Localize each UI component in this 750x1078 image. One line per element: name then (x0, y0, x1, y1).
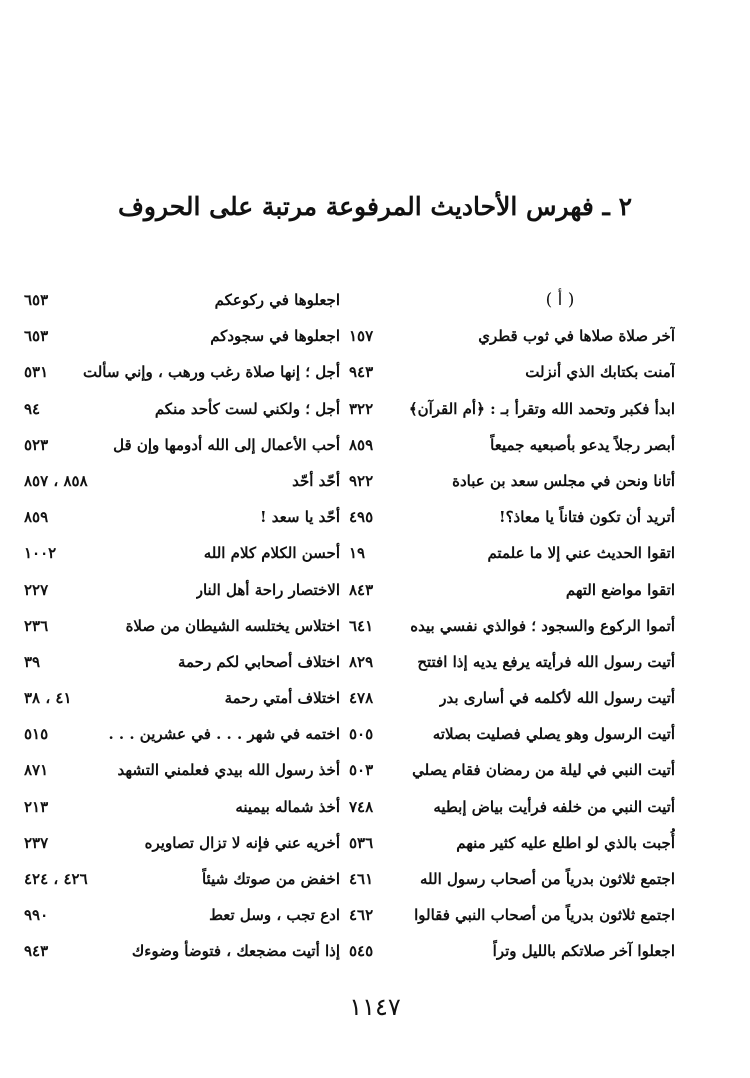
index-column-left (22, 282, 340, 970)
index-entry (347, 318, 675, 354)
hadith-text: اجتمع ثلاثون بدرياً من أصحاب النبي فقالوا (414, 906, 675, 925)
hadith-text: آمنت بكتابك الذي أنزلت (525, 363, 675, 382)
hadith-text: أبصر رجلاً يدعو بأصبعيه جميعاً (490, 435, 675, 454)
hadith-text: أتموا الركوع والسجود ؛ فوالذي نفسي بيده (410, 616, 675, 635)
page-reference: ٢٣٦ (24, 616, 49, 635)
hadith-text: اجعلوا آخر صلاتكم بالليل وتراً (492, 942, 675, 961)
page-reference: ٨٢٩ (349, 652, 374, 671)
index-entry (22, 535, 340, 571)
hadith-text: اتقوا مواضع التهم (565, 580, 675, 599)
hadith-text: أتيت رسول الله لأكلمه في أسارى بدر (439, 689, 675, 708)
index-entry (22, 463, 340, 499)
index-entry (347, 789, 675, 825)
index-entry (347, 716, 675, 752)
hadith-text: أُجبت بالذي لو اطلع عليه كثير منهم (456, 833, 675, 852)
page-number: ١١٤٧ (349, 993, 401, 1021)
hadith-text: أتيت رسول الله فرأيته يرفع يديه إذا افتتح (417, 652, 675, 671)
page-reference: ٢٣٧ (24, 833, 49, 852)
index-entry (347, 752, 675, 788)
page-reference: ٥٣٦ (349, 833, 374, 852)
index-entry (347, 825, 675, 861)
index-entry (347, 354, 675, 390)
hadith-text: أجل ؛ ولكني لست كأحد منكم (154, 399, 340, 418)
hadith-text: اختلاف أصحابي لكم رحمة (177, 652, 340, 671)
page-title: ٢ ـ فهرس الأحاديث المرفوعة مرتبة على الحروف (118, 192, 632, 221)
section-heading: ( أ ) (545, 290, 575, 310)
index-entry (347, 427, 675, 463)
section-heading-row (347, 282, 675, 318)
index-entry (22, 789, 340, 825)
index-entry (22, 282, 340, 318)
page-reference: ٥٠٥ (349, 725, 374, 744)
page-reference: ٨٤٣ (349, 580, 374, 599)
page-reference: ٨٧١ (24, 761, 49, 780)
hadith-text: أحّد أحّد (292, 471, 340, 490)
page-reference: ٣٢٢ (349, 399, 374, 418)
hadith-text: أتيت النبي في ليلة من رمضان فقام يصلي (412, 761, 675, 780)
page-reference: ٥٢٣ (24, 435, 49, 454)
index-entry (22, 933, 340, 969)
hadith-text: أحب الأعمال إلى الله أدومها وإن قل (113, 435, 340, 454)
hadith-text: أتيت الرسول وهو يصلي فصليت بصلاته (432, 725, 675, 744)
index-entry (22, 499, 340, 535)
hadith-text: اخفض من صوتك شيئاً (201, 870, 340, 888)
index-entry (347, 897, 675, 933)
page-reference: ٩٤ (24, 399, 41, 418)
hadith-text: اجعلوها في ركوعكم (214, 291, 340, 309)
hadith-text: أخريه عني فإنه لا تزال تصاويره (144, 833, 340, 852)
index-entry (22, 680, 340, 716)
index-entry (347, 861, 675, 897)
page-reference: ١٥٧ (349, 327, 374, 346)
page-reference: ٨٥٩ (349, 435, 374, 454)
index-entry (22, 752, 340, 788)
hadith-text: ابدأ فكبر وتحمد الله وتقرأ بـ : ﴿أم القرآن﴾ (408, 399, 675, 418)
page-reference: ٤١ ، ٣٨ (24, 689, 72, 708)
index-entry (22, 897, 340, 933)
page-reference: ٥٤٥ (349, 942, 374, 961)
page-reference: ٧٤٨ (349, 797, 374, 816)
hadith-text: ادع تجب ، وسل تعط (209, 906, 340, 925)
page-reference: ٤٦٢ (349, 906, 374, 925)
index-entry (347, 572, 675, 608)
index-entry (22, 608, 340, 644)
page-reference: ٣٩ (24, 652, 41, 671)
page-reference: ١٩ (349, 544, 366, 563)
hadith-text: اختلاس يختلسه الشيطان من صلاة (125, 616, 340, 635)
index-entry (347, 644, 675, 680)
index-entry (22, 318, 340, 354)
hadith-text: أتانا ونحن في مجلس سعد بن عبادة (452, 471, 675, 490)
page-reference: ٥٣١ (24, 363, 49, 382)
index-entry (347, 535, 675, 571)
hadith-text: اختمه في شهر . . . في عشرين . . . (108, 725, 340, 744)
page-reference: ٢٢٧ (24, 580, 49, 599)
page-reference: ٨٥٩ (24, 508, 49, 527)
index-entry (22, 427, 340, 463)
page-reference: ٤٦١ (349, 870, 374, 888)
hadith-text: الاختصار راحة أهل النار (195, 580, 340, 599)
hadith-text: أحسن الكلام كلام الله (203, 544, 340, 563)
index-entry (22, 391, 340, 427)
page-reference: ٦٤١ (349, 616, 374, 635)
hadith-text: اختلاف أمتي رحمة (224, 689, 340, 708)
page-reference: ٩٤٣ (349, 363, 374, 382)
index-entry (22, 572, 340, 608)
page-reference: ١٠٠٢ (24, 544, 57, 563)
page-reference: ٩٤٣ (24, 942, 49, 961)
hadith-text: اجعلوها في سجودكم (210, 327, 340, 346)
hadith-text: اجتمع ثلاثون بدرياً من أصحاب رسول الله (420, 870, 675, 888)
index-entry (347, 933, 675, 969)
index-entry (347, 499, 675, 535)
index-entry (347, 391, 675, 427)
index-entry (347, 680, 675, 716)
page-reference: ٥٠٣ (349, 761, 374, 780)
index-entry (347, 463, 675, 499)
hadith-text: اتقوا الحديث عني إلا ما علمتم (487, 544, 675, 563)
hadith-text: إذا أتيت مضجعك ، فتوضأ وضوءك (131, 942, 340, 961)
hadith-text: أخذ رسول الله بيدي فعلمني التشهد (117, 761, 340, 780)
index-entry (22, 354, 340, 390)
index-column-right (347, 282, 675, 970)
index-entry (22, 861, 340, 897)
hadith-text: أتريد أن تكون فتاناً يا معاذ؟! (498, 508, 675, 527)
page-reference: ٩٢٢ (349, 471, 374, 490)
hadith-text: أتيت النبي من خلفه فرأيت بياض إبطيه (433, 797, 675, 816)
page-reference: ٤٧٨ (349, 689, 374, 708)
page-reference: ٢١٣ (24, 797, 49, 816)
page-reference: ٦٥٣ (24, 327, 49, 346)
hadith-text: أحّد يا سعد ! (260, 508, 340, 527)
index-entry (22, 825, 340, 861)
hadith-text: أجل ؛ إنها صلاة رغب ورهب ، وإني سألت (82, 363, 340, 382)
page-reference: ٨٥٨ ، ٨٥٧ (24, 471, 88, 490)
hadith-text: آخر صلاة صلاها في ثوب قطري (478, 327, 675, 346)
page-reference: ٩٩٠ (24, 906, 49, 925)
index-entry (347, 608, 675, 644)
index-entry (22, 716, 340, 752)
page-reference: ٦٥٣ (24, 291, 49, 309)
page-reference: ٤٢٦ ، ٤٢٤ (24, 870, 88, 888)
hadith-text: أخذ شماله بيمينه (235, 797, 340, 816)
index-entry (22, 644, 340, 680)
page-reference: ٤٩٥ (349, 508, 374, 527)
page-reference: ٥١٥ (24, 725, 49, 744)
